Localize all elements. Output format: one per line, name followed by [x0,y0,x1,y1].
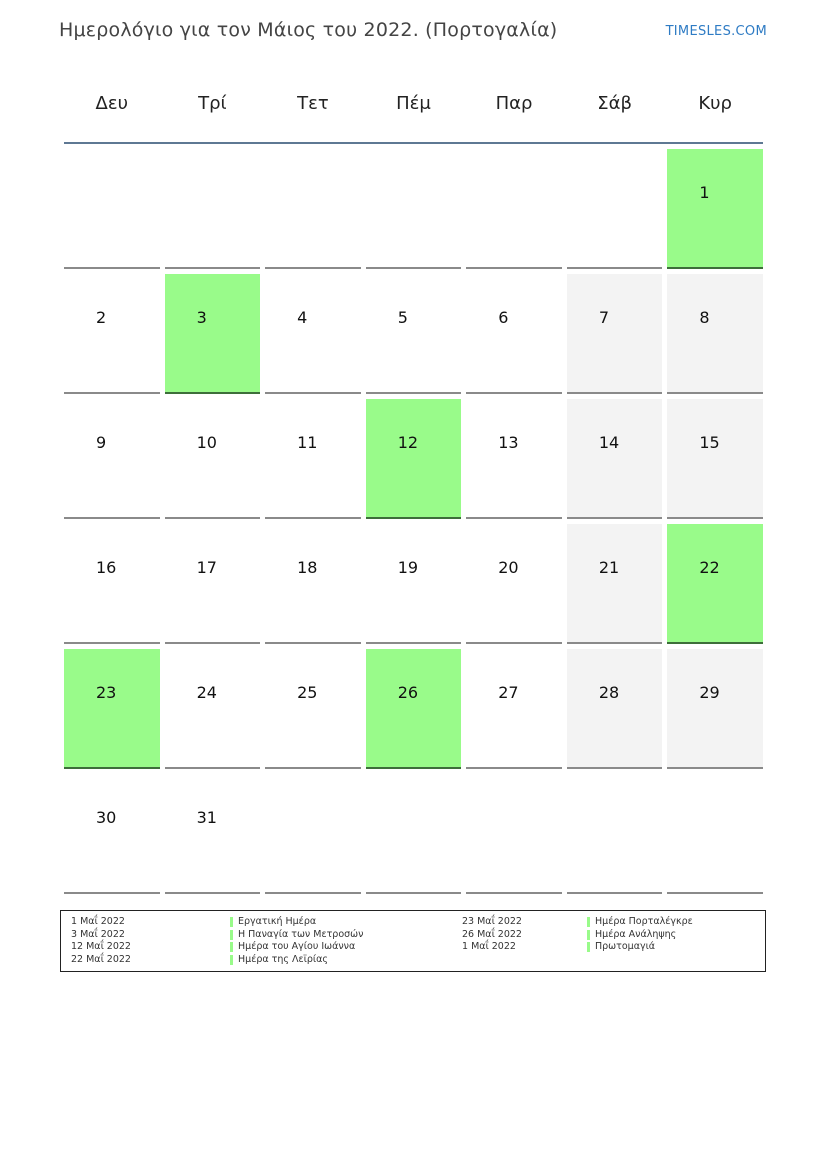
legend-holiday-name: Πρωτομαγιά [587,941,693,954]
empty-day-cell [366,774,462,894]
day-cell[interactable] [64,774,160,894]
legend-holiday-name: Ημέρα Πορταλέγκρε [587,916,693,929]
empty-day-cell [466,774,562,894]
empty-day-cell [265,774,361,894]
day-number: 2 [96,308,107,327]
day-number: 5 [397,308,408,327]
legend-holiday-name: Ημέρα Ανάληψης [587,929,693,942]
empty-day-cell [667,774,763,894]
day-cell[interactable] [165,399,261,519]
day-number: 17 [196,558,217,577]
day-number: 23 [96,683,117,702]
day-number: 19 [397,558,419,577]
legend-date: 26 Μαΐ 2022 [462,928,522,940]
day-cell[interactable] [165,649,261,769]
day-cell[interactable] [667,274,763,394]
legend-date: 12 Μαΐ 2022 [71,941,131,953]
day-number: 18 [297,558,318,577]
day-cell[interactable] [567,524,663,644]
day-number: 26 [397,683,419,702]
day-cell[interactable] [165,524,261,644]
day-number: 20 [498,558,519,577]
day-number: 14 [598,433,620,452]
day-number: 10 [196,433,217,452]
page-title: Ημερολόγιο για τον Μάιος του 2022. (Πορτογαλία) [59,19,558,41]
weekday-fri: Παρ [495,93,533,114]
day-cell[interactable] [667,399,763,519]
day-cell[interactable] [667,149,763,269]
day-number: 15 [699,433,720,452]
day-cell[interactable] [667,524,763,644]
empty-day-cell [165,149,261,269]
day-cell[interactable] [366,524,462,644]
day-number: 3 [196,308,207,327]
day-cell[interactable] [567,399,663,519]
weekday-sun: Κυρ [698,93,732,114]
day-number: 28 [598,683,620,702]
legend-holidays-right [587,916,693,954]
day-number: 27 [498,683,519,702]
day-number: 13 [498,433,519,452]
weekday-thu: Πέμ [396,93,431,114]
weekday-mon: Δευ [95,93,129,114]
day-number: 7 [598,308,609,327]
day-cell[interactable] [466,399,562,519]
day-number: 29 [699,683,720,702]
holiday-legend [60,910,766,972]
day-cell[interactable] [366,399,462,519]
day-number: 6 [498,308,509,327]
legend-holiday-name: Η Παναγία των Μετροσών [230,929,363,942]
day-number: 16 [96,558,117,577]
day-cell[interactable] [165,774,261,894]
day-number: 9 [96,433,107,452]
day-number: 12 [397,433,419,452]
day-cell[interactable] [567,649,663,769]
day-cell[interactable] [64,649,160,769]
day-cell[interactable] [466,649,562,769]
weekday-sat: Σάβ [597,93,632,114]
header-divider [64,142,763,144]
empty-day-cell [64,149,160,269]
day-number: 11 [297,433,318,452]
empty-day-cell [567,774,663,894]
legend-holiday-name: Εργατική Ημέρα [230,916,363,929]
day-cell[interactable] [667,649,763,769]
site-link[interactable]: TIMESLES.COM [665,24,767,39]
day-number: 24 [196,683,217,702]
day-cell[interactable] [64,524,160,644]
empty-day-cell [366,149,462,269]
day-cell[interactable] [265,524,361,644]
day-cell[interactable] [265,399,361,519]
day-number: 1 [699,183,710,202]
legend-date: 23 Μαΐ 2022 [462,916,522,927]
empty-day-cell [466,149,562,269]
day-cell[interactable] [265,274,361,394]
day-cell[interactable] [366,649,462,769]
day-cell[interactable] [567,274,663,394]
day-number: 8 [699,308,710,327]
legend-holiday-name: Ημέρα της Λεϊρίας [230,954,363,967]
legend-date: 1 Μαΐ 2022 [462,941,516,953]
day-cell[interactable] [64,274,160,394]
calendar-grid [64,149,763,894]
legend-date: 1 Μαΐ 2022 [71,916,125,927]
legend-holiday-name: Ημέρα του Αγίου Ιωάννα [230,941,363,954]
empty-day-cell [265,149,361,269]
legend-date: 22 Μαΐ 2022 [71,953,131,965]
legend-dates-left [71,916,131,966]
day-cell[interactable] [466,274,562,394]
day-number: 22 [699,558,720,577]
day-cell[interactable] [64,399,160,519]
day-number: 4 [297,308,308,327]
weekday-wed: Τετ [297,93,329,114]
day-cell[interactable] [366,274,462,394]
legend-dates-right [462,916,522,954]
day-number: 30 [96,808,117,827]
legend-date: 3 Μαΐ 2022 [71,928,125,940]
day-cell[interactable] [165,274,261,394]
day-number: 31 [196,808,217,827]
weekday-tue: Τρί [198,93,227,114]
empty-day-cell [567,149,663,269]
day-cell[interactable] [466,524,562,644]
legend-holidays-left [230,916,363,966]
weekday-header-row [64,85,763,125]
day-number: 25 [297,683,318,702]
day-number: 21 [598,558,620,577]
day-cell[interactable] [265,649,361,769]
